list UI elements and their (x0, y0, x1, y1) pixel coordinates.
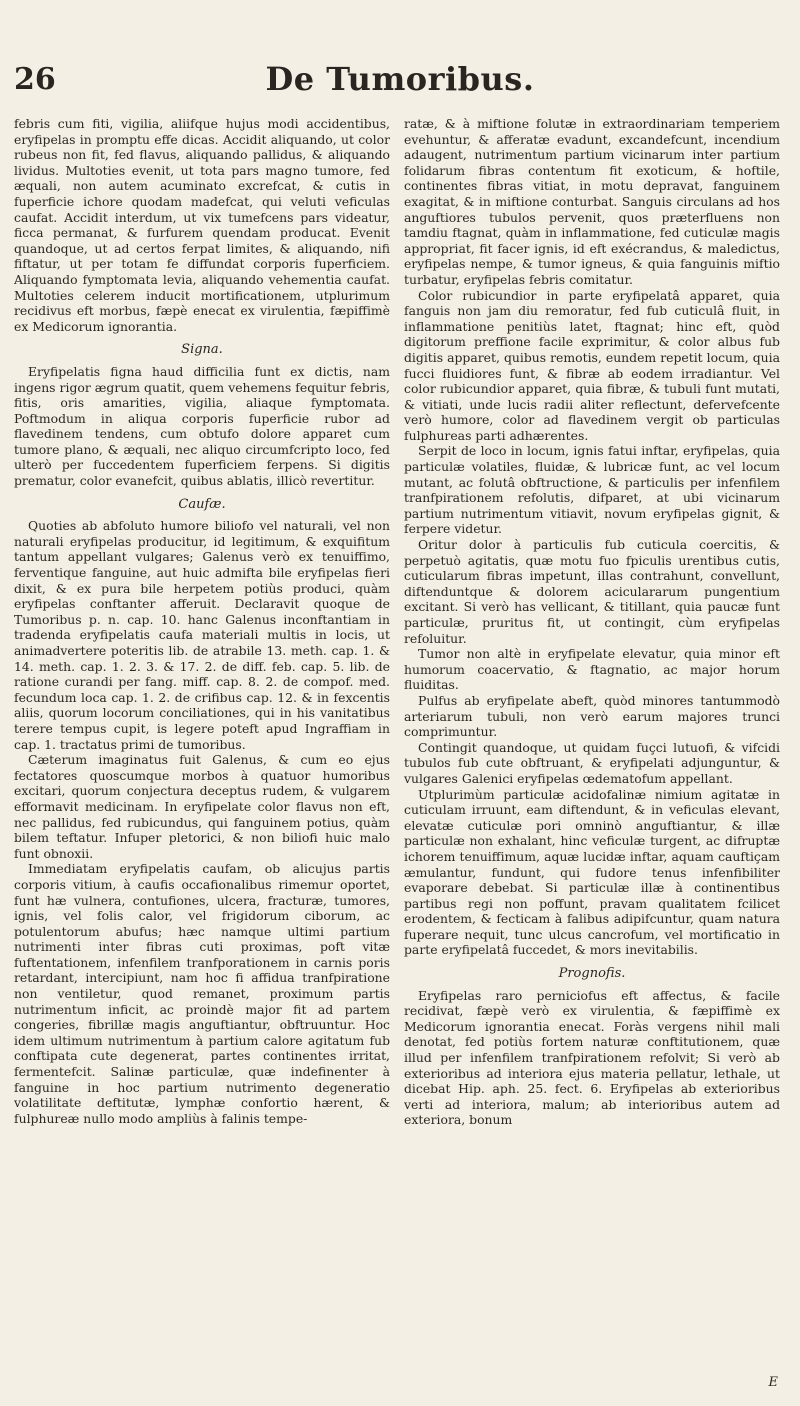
paragraph: Eryfipelatis figna haud difficilia funt ex dictis, nam ingens rigor ægrum quatit, quem vehemens fequitur febris, fitis, oris amarities, vigilia, aliaque fymptomata. Poftmodum in aliqua corporis fuperficie rubor ad flavedinem tendens, cum obtufo dolore apparet cum tumore plano, & æquali, nec aliquo circumfcripto loco, fed ulterò per fuccedentem fuperficiem ferpens. Si digitis prematur, color evanefcit, quibus ablatis, illicò revertitur. (14, 363, 390, 489)
paragraph: Cæterum imaginatus fuit Galenus, & cum eo ejus fectatores quoscumque morbos à quatuor humoribus excitari, quorum conjectura deceptus rudem, & vulgarem efformavit medicinam. In eryfipelate color flavus non eft, nec pallidus, fed rubicundus, qui fanguinem potius, quàm bilem teftatur. Infuper pletorici, & non biliofi huic malo funt obnoxii. (14, 752, 390, 861)
running-title: De Tumoribus. (265, 60, 535, 98)
paragraph: Color rubicundior in parte eryfipelatâ apparet, quia fanguis non jam diu remoratur, fed fub cuticulâ fluit, in inflammatione penitiùs latet, ftagnat; hinc eft, quòd digitorum preffione facile exprimitur, & color albus fub digitis apparet, quibus remotis, eundem repetit locum, quia fucci fluidiores funt, & fibræ ab eodem irradiantur. Vel color rubicundior apparet, quia fibræ, & tubuli funt mutati, & vitiati, unde lucis radii aliter reflectunt, defervefcente verò humore, color ad flavedinem vergit ob particulas fulphureas parti adhærentes. (404, 287, 780, 443)
section-heading-causae: Caufæ. (178, 496, 226, 512)
paragraph: Contingit quandoque, ut quidam fuçci lutuofi, & vifcidi tubulos fub cute obftruant, & eryfipelati adjunguntur, & vulgares Galenici eryfipelas œdematofum appellant. (404, 739, 780, 786)
right-column (404, 116, 780, 1386)
paragraph: Immediatam eryfipelatis caufam, ob alicujus partis corporis vitium, à caufis occafionalibus rimemur oportet, funt hæ vulnera, contufiones, ulcera, fracturæ, tumores, ignis, vel folis calor, vel frigidorum ciborum, ac potulentorum abufus; hæc namque ultimi partium nutrimenti inter fibras cuti proximas, poft vitæ fuftentationem, infenfilem tranfporationem in carnis poris retardant, intercipiunt, nam hoc fi affidua tranfpiratione non ventiletur, quod remanet, proximum partis nutrimentum inficit, ac proindè major fit ad partem congeries, fibrillæ magis anguftiantur, obftruuntur. Hoc idem ultimum nutrimentum à partium calore agitatum fub conftipata cute degenerat, partes continentes irritat, fermentefcit. Salinæ particulæ, quæ indefinenter à fanguine in hoc partium nutrimento degeneratio volatilitate deftitutæ, lymphæ confortio hærent, & fulphureæ nullo modo ampliùs à falinis tempe- (14, 861, 390, 1126)
section-heading-signa: Signa. (181, 342, 223, 358)
paragraph: Serpit de loco in locum, ignis fatui inftar, eryfipelas, quia particulæ volatiles, fluidæ, & lubricæ funt, ac vel locum mutant, ac folutâ obftructione, & particulis per infenfilem tranfpirationem refolutis, difparet, at ubi vicinarum partium nutrimentum vitiavit, novum eryfipelas gignit, & ferpere videtur. (404, 443, 780, 537)
paragraph: Oritur dolor à particulis fub cuticula coercitis, & perpetuò agitatis, quæ motu fuo fpiculis urentibus cutis, cuticularum fibras impetunt, illas contrahunt, convellunt, diftenduntque & dolorem aciculararum pungentium excitant. Si verò has vellicant, & titillant, quia paucæ funt particulæ, pruritus fit, ut contingit, cùm eryfipelas refoluitur. (404, 537, 780, 646)
catchword: E (768, 1375, 778, 1390)
left-column (14, 116, 390, 1386)
page-number: 26 (14, 62, 56, 97)
paragraph: Eryfipelas raro perniciofus eft affectus, & facile recidivat, fæpè verò ex virulentia, & fæpiffimè ex Medicorum ignorantia enecat. Foràs vergens nihil mali denotat, fed potiùs fortem naturæ conftitutionem, quæ illud per infenfilem tranfpirationem refolvit; Si verò ab exterioribus ad interiora ejus materia pellatur, lethale, ut dicebat Hip. aph. 25. fect. 6. Eryfipelas ab exterioribus verti ad interiora, malum; ab interioribus autem ad exteriora, bonum (404, 987, 780, 1128)
paragraph: Utplurimùm particulæ acidofalinæ nimium agitatæ in cuticulam irruunt, eam diftendunt, & in veficulas elevant, elevatæ cuticulæ pori omninò anguftiantur, & illæ particulæ non exhalant, hinc veficulæ turgent, ac difruptæ ichorem tenuiffimum, aquæ lucidæ inftar, aquam cauftiçam æmulantur, fundunt, qui fudore tenus infenfibiliter evaporare debebat. Si particulæ illæ à continentibus partibus regi non poffunt, pravam qualitatem fcilicet erodentem, & fecticam à falibus adipifcuntur, quam natura fuperare nequit, tunc ulcus cancrofum, vel mortificatio in parte eryfipelatâ fuccedet, & mors inevitabilis. (404, 786, 780, 958)
paragraph: ratæ, & à miftione folutæ in extraordinariam temperiem evehuntur, & afferatæ evadunt, excandefcunt, incendium adaugent, nutrimentum partium vicinarum inter partium folidarum fibras contentum fit exoticum, & hoftile, continentes fibras vitiat, in motu depravat, fanguinem exagitat, & in miftione conturbat. Sanguis circulans ad hos anguftiores tubulos pervenit, quos præterfluens non tamdiu ftagnat, quàm in inflammatione, fed cuticulæ magis appropriat, fit facer ignis, id eft exécrandus, & maledictus, eryfipelas nempe, & tumor igneus, & quia fanguinis miftio turbatur, eryfipelas febris comitatur. (404, 116, 780, 287)
paragraph: Pulfus ab eryfipelate abeft, quòd minores tantummodò arteriarum tubuli, non verò earum majores trunci comprimuntur. (404, 692, 780, 740)
paragraph: febris cum fiti, vigilia, aliifque hujus modi accidentibus, eryfipelas in promptu effe dicas. Accidit aliquando, ut color rubeus non fit, fed flavus, aliquando pallidus, & aliquando lividus. Multoties evenit, ut tota pars magno tumore, fed æquali, non autem acuminato excrefcat, & cutis in fuperficie ichore quodam madefcat, qui veluti veficulas caufat. Accidit interdum, ut vix tumefcens pars videatur, ficca permanat, & furfurem quendam producat. Evenit quandoque, ut ad certos ferpat limites, & aliquando, nifi fiftatur, ut per totam fe diffundat corporis fuperficiem. Aliquando fymptomata levia, aliquando vehementia caufat. Multoties celerem inducit mortificationem, utplurimum recidivus eft morbus, fæpè enecat ex virulentia, fæpiffimè ex Medicorum ignorantia. (14, 116, 390, 334)
paragraph: Quoties ab abfoluto humore biliofo vel naturali, vel non naturali eryfipelas producitur, id legitimum, & exquifitum tantum appellant vulgares; Galenus verò ex tenuiffimo, ferventique fanguine, aut huic admifta bile eryfipelas fieri dixit, & ex pura bile herpetem potiùs produci, quàm eryfipelas conftanter afferuit. Declaravit quoque de Tumoribus p. n. cap. 10. hanc Galenus inconftantiam in tradenda eryfipelatis caufa materiali multis in locis, ut animadvertere poteritis lib. de atrabile 13. meth. cap. 1. & 14. meth. cap. 1. 2. 3. & 17. 2. de diff. feb. cap. 5. lib. de ratione curandi per fang. miff. cap. 8. 2. de compof. med. fecundum loca cap. 1. 2. de crifibus cap. 12. & in fexcentis aliis, quorum locorum conciliationes, qui in his vanitatibus terere tempus cupit, is legere poteft apud Ingraffiam in cap. 1. tractatus primi de tumoribus. (14, 518, 390, 752)
section-heading-prognosis: Prognofis. (558, 966, 626, 982)
paragraph: Tumor non altè in eryfipelate elevatur, quia minor eft humorum coacervatio, & ftagnatio, ac major horum fluiditas. (404, 646, 780, 693)
